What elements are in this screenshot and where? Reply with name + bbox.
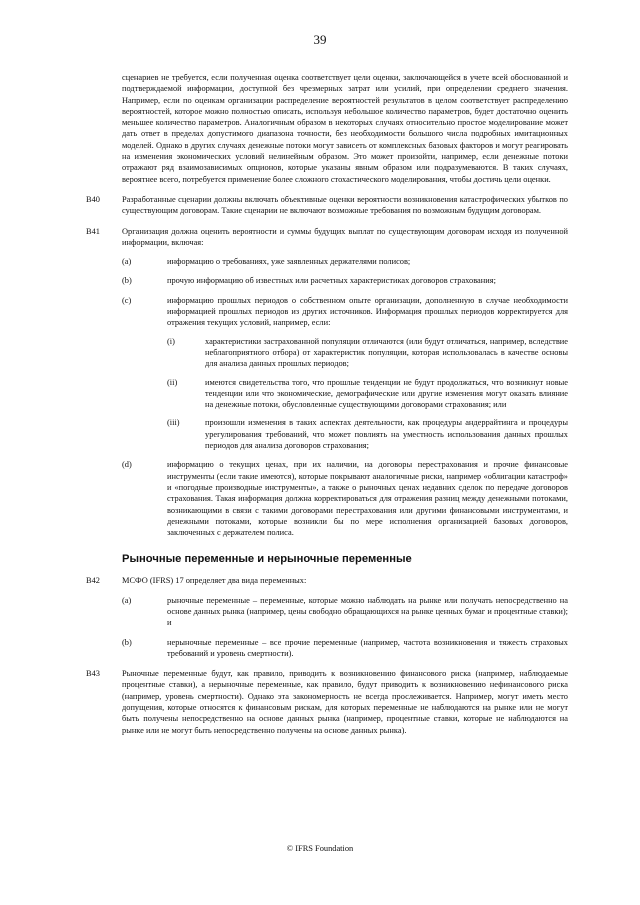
paragraph-label: B42 xyxy=(86,576,100,586)
list-item-text: информацию о требованиях, уже заявленных держателями полисов; xyxy=(167,257,411,267)
sub-list-item-text: произошли изменения в таких аспектах деятельности, как процедуры андеррайтинга и процедуры урегулирования требований, что может повлиять на уместность использования данных прошлых периодов для анализа договоров страхования; xyxy=(205,418,568,451)
list-item-text: прочую информацию об известных или расчетных характеристиках договоров страхования; xyxy=(167,276,496,286)
paragraph-b40 xyxy=(86,194,568,217)
sub-list-item xyxy=(167,417,568,451)
paragraph-text: Организация должна оценить вероятности и суммы будущих выплат по существующим договорам исходя из полученной информации, включая: xyxy=(122,226,568,247)
section-heading: Рыночные переменные и нерыночные переменные xyxy=(122,553,412,566)
sub-list-item-label: (ii) xyxy=(167,377,178,387)
list-item xyxy=(122,459,568,538)
paragraph-text: Рыночные переменные будут, как правило, приводить к возникновению финансового риска (например, наблюдаемые процентные ставки), а нерыночные переменные, как правило, будут приводить к возникновению нефинансового риска (например, уровень смертности). Однако эта закономерность не всегда прослеживается. Например, могут иметь место допущения, которые относятся к финансовым рискам, для которых переменные не наблюдаются на рынке или не могут быть получены непосредственно на основе данных рынка (например, процентные ставки, которые не наблюдаются на рынке или не могут быть непосредственно получены на основе данных рынка). xyxy=(122,669,568,735)
list-item-label: (d) xyxy=(122,460,132,470)
list-item-text: информацию о текущих ценах, при их наличии, на договоры перестрахования и прочие финансовые инструменты (если такие имеются), которые покрывают аналогичные риски, например «облигации катастроф» и «погодные производные инструменты», а также о рыночных ценах недавних сделок по передаче договоров страхования. Такая информация должна корректироваться для отражения разниц между денежными потоками, возникающими в связи с такими договорами перестрахования или другими финансовыми инструментами, и денежными потоками, которые возникли бы по мере исполнения организацией базовых договоров, заключенных с держателем полиса. xyxy=(167,460,568,538)
document-body xyxy=(86,72,568,736)
list-item-label: (a) xyxy=(122,257,132,267)
list-item xyxy=(122,595,568,629)
sub-list-item xyxy=(167,377,568,411)
page-number: 39 xyxy=(313,32,327,47)
list-item-text: рыночные переменные – переменные, которые можно наблюдать на рынке или получать непосредственно на основе данных рынка (например, цены свободно обращающихся на рынке ценных бумаг и процентные ставки); и xyxy=(167,595,568,628)
list-item xyxy=(122,295,568,452)
list-item-label: (b) xyxy=(122,637,132,647)
paragraph-b43 xyxy=(86,668,568,736)
paragraph-text: МСФО (IFRS) 17 определяет два вида переменных: xyxy=(122,576,307,586)
paragraph-b42 xyxy=(86,575,568,659)
list-item xyxy=(122,256,568,267)
footer-copyright: © IFRS Foundation xyxy=(286,844,354,853)
sub-list-item-text: имеются свидетельства того, что прошлые тенденции не будут продолжаться, что возникнут новые тенденции или что экономические, демографические или другие изменения могут оказать влияние на денежные потоки, обусловленные существующими договорами страхования; или xyxy=(205,377,568,410)
sub-list-item xyxy=(167,336,568,370)
sub-list-item-label: (i) xyxy=(167,336,175,346)
list-item xyxy=(122,637,568,660)
list-item xyxy=(122,275,568,286)
list-item-text: информацию прошлых периодов о собственном опыте организации, дополненную в случае необходимости информацией прошлых периодов из других источников. Информация прошлых периодов корректируется для отражения текущих условий, например, если: xyxy=(167,295,568,328)
paragraph-text: Разработанные сценарии должны включать объективные оценки вероятности возникновения катастрофических убытков по существующим договорам. Такие сценарии не включают возможные требования по возможным будущим договорам. xyxy=(122,194,568,216)
intro-paragraph: сценариев не требуется, если полученная оценка соответствует цели оценки, заключающейся в учете всей обоснованной и подтверждаемой информации, доступной без чрезмерных затрат или усилий, при определении среднего значения. Например, если по оценкам организации распределение вероятностей результатов в целом соответствует распределению вероятностей, которое можно полностью описать, используя небольшое количество параметров, будет достаточно оценить меньшее количество параметров. Аналогичным образом в некоторых случаях относительно простое моделирование может дать ответ в пределах допустимого диапазона точности, без необходимости большого числа подробных имитационных моделей. Однако в других случаях денежные потоки могут зависеть от комплексных базовых факторов и могут реагировать на изменения экономических условий нелинейным образом. Это может произойти, например, если денежные потоки отражают ряд взаимозависимых опционов, которые указаны явным образом или подразумеваются. В таких случаях, вероятнее всего, потребуется применение более сложного стохастического моделирования, чтобы достичь цели оценки. xyxy=(122,73,568,184)
paragraph-label: B40 xyxy=(86,194,100,204)
list-item-label: (c) xyxy=(122,295,132,305)
paragraph-b41 xyxy=(86,226,568,539)
paragraph-label: B41 xyxy=(86,226,100,236)
list-item-label: (b) xyxy=(122,276,132,286)
paragraph-label: B43 xyxy=(86,669,100,679)
sub-list-item-text: характеристики застрахованной популяции отличаются (или будут отличаться, например, вследствие неблагоприятного отбора) от характеристик популяции, которая использовалась в качестве основы для анализа данных прошлых периодов; xyxy=(205,336,568,369)
list-item-label: (a) xyxy=(122,595,132,605)
list-item-text: нерыночные переменные – все прочие переменные (например, частота возникновения и тяжесть страховых требований и уровень смертности). xyxy=(167,637,568,658)
sub-list-item-label: (iii) xyxy=(167,418,180,428)
